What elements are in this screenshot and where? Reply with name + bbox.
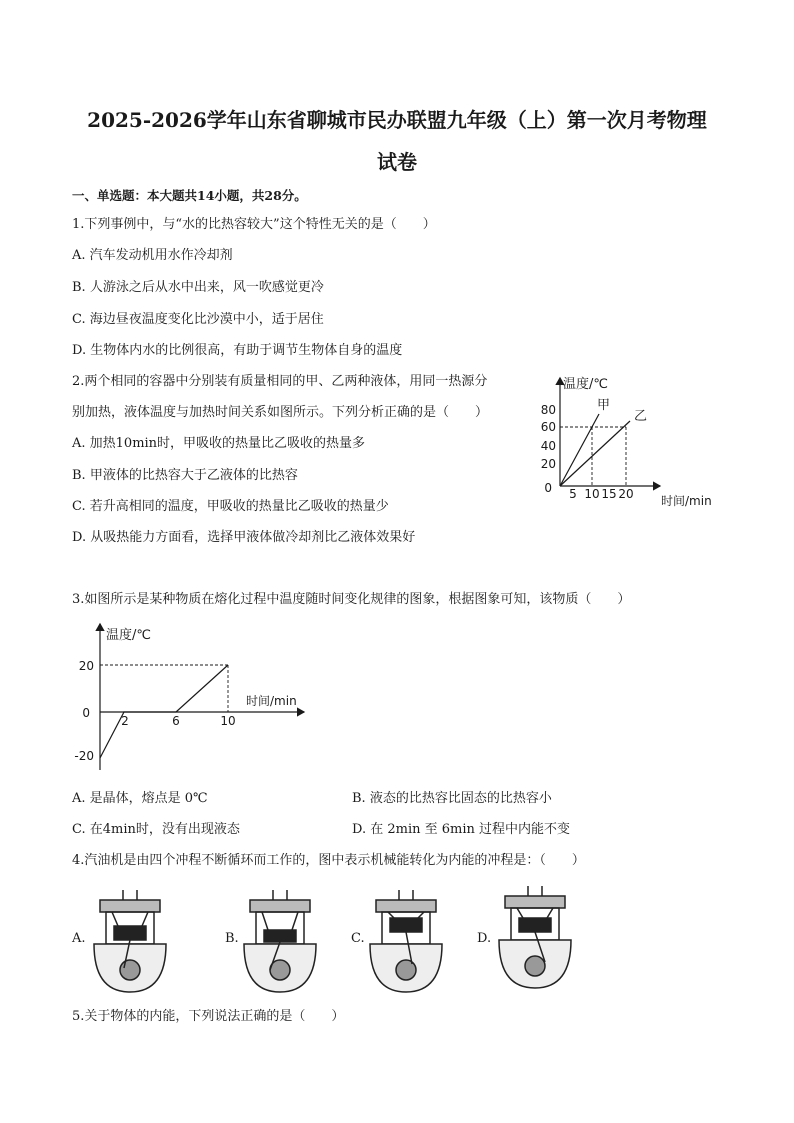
q3-xtick-6: 6 (172, 714, 180, 728)
q2-origin: 0 (544, 481, 552, 495)
q2-series-yi (560, 421, 630, 486)
q3-xlabel: 时间/min (246, 694, 297, 708)
q2-option-a: A. 加热10min时，甲吸收的热量比乙吸收的热量多 (72, 436, 366, 451)
q2-xtick-15: 15 (601, 487, 617, 501)
engine-diagram-d (495, 884, 575, 994)
q4-stem: 4.汽油机是由四个冲程不断循环而工作的，图中表示机械能转化为内能的冲程是：（ ） (72, 853, 585, 868)
q3-option-b: B. 液态的比热容比固态的比热容小 (352, 791, 552, 806)
q2-option-d: D. 从吸热能力方面看，选择甲液体做冷却剂比乙液体效果好 (72, 530, 416, 545)
q2-xlabel: 时间/min (661, 494, 712, 508)
q2-stem-line2: 别加热，液体温度与加热时间关系如图所示。下列分析正确的是（ ） (72, 405, 489, 420)
q4-option-d-label: D. (477, 931, 492, 946)
q3-xtick-2: 2 (121, 714, 129, 728)
q2-option-b: B. 甲液体的比热容大于乙液体的比热容 (72, 468, 298, 483)
q1-option-d: D. 生物体内水的比例很高，有助于调节生物体自身的温度 (72, 343, 403, 358)
q2-ylabel: 温度/℃ (563, 377, 608, 392)
q1-option-b: B. 人游泳之后从水中出来，风一吹感觉更冷 (72, 280, 324, 295)
q4-option-a-label: A. (72, 931, 86, 946)
q3-option-a: A. 是晶体，熔点是 0℃ (72, 791, 208, 806)
q3-ytick-20: 20 (78, 659, 94, 673)
engine-diagram-a (90, 888, 170, 998)
engine-diagram-c (366, 888, 446, 998)
q3-xtick-10: 10 (220, 714, 236, 728)
q2-series-jia-label: 甲 (597, 398, 611, 413)
q5-stem: 5.关于物体的内能，下列说法正确的是（ ） (72, 1009, 345, 1024)
q4-option-c-label: C. (351, 931, 365, 946)
q1-option-a: A. 汽车发动机用水作冷却剂 (72, 248, 233, 263)
q2-stem-line1: 2.两个相同的容器中分别装有质量相同的甲、乙两种液体，用同一热源分 (72, 374, 488, 389)
q2-option-c: C. 若升高相同的温度，甲吸收的热量比乙吸收的热量少 (72, 499, 389, 514)
section-heading: 一、单选题：本大题共14小题，共28分。 (72, 188, 307, 203)
q4-option-b-label: B. (225, 931, 239, 946)
q2-ytick-40: 40 (540, 439, 556, 453)
engine-diagram-b (240, 888, 320, 998)
q2-ytick-20: 20 (540, 457, 556, 471)
q2-xtick-5: 5 (569, 487, 577, 501)
q3-ylabel: 温度/℃ (106, 628, 151, 643)
q3-stem: 3.如图所示是某种物质在熔化过程中温度随时间变化规律的图象，根据图象可知，该物质（ ） (72, 592, 631, 607)
q2-ytick-80: 80 (540, 403, 556, 417)
q3-origin: 0 (82, 706, 90, 720)
q2-xtick-10: 10 (584, 487, 600, 501)
page-title: 2025-2026学年山东省聊城市民办联盟九年级（上）第一次月考物理 (87, 108, 707, 132)
q3-option-d: D. 在 2min 至 6min 过程中内能不变 (352, 822, 571, 837)
q2-temperature-graph (530, 368, 730, 513)
q3-melting-graph (72, 620, 312, 770)
q2-xtick-20: 20 (618, 487, 634, 501)
q2-series-jia (560, 414, 599, 486)
q1-stem: 1.下列事例中，与“水的比热容较大”这个特性无关的是（ ） (72, 217, 436, 232)
q1-option-c: C. 海边昼夜温度变化比沙漠中小，适于居住 (72, 312, 324, 327)
q3-option-c: C. 在4min时，没有出现液态 (72, 822, 240, 837)
q3-ytick-neg20: -20 (74, 749, 94, 763)
page-title-continued: 试卷 (377, 150, 417, 174)
q2-ytick-60: 60 (540, 420, 556, 434)
q2-series-yi-label: 乙 (634, 409, 648, 424)
